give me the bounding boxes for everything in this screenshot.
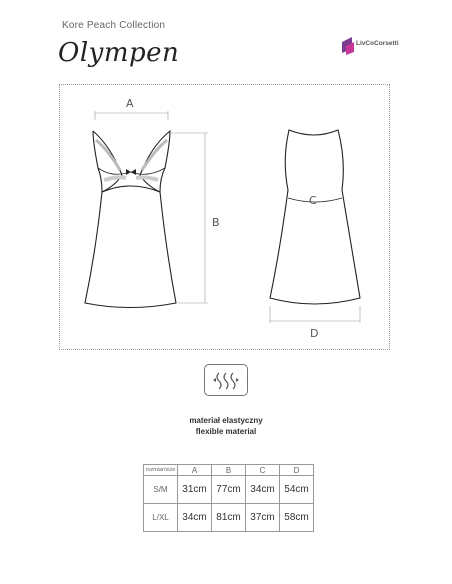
care-label-pl: materiał elastyczny: [189, 416, 263, 425]
size-value: 54cm: [280, 476, 314, 504]
size-col-a: A: [178, 465, 212, 476]
brand-logo-line2: Corsetti: [374, 40, 399, 47]
dimension-label-b: B: [212, 216, 220, 229]
dimension-label-d: D: [310, 327, 319, 340]
size-label: L/XL: [144, 504, 178, 532]
dimension-label-c: C: [309, 194, 317, 207]
dimension-lines: [95, 111, 360, 323]
size-col-b: B: [212, 465, 246, 476]
size-table-corner: rozmiar/size: [144, 465, 178, 476]
size-label: S/M: [144, 476, 178, 504]
size-value: 77cm: [212, 476, 246, 504]
brand-logo-line1: LivCo: [356, 40, 375, 47]
table-row: [144, 504, 314, 532]
size-value: 34cm: [246, 476, 280, 504]
size-table: [143, 464, 314, 532]
size-col-c: C: [246, 465, 280, 476]
collection-title: Kore Peach Collection: [62, 20, 166, 31]
front-dress-drawing: [85, 131, 176, 308]
size-value: 37cm: [246, 504, 280, 532]
back-dress-drawing: [270, 130, 360, 304]
size-table-header: [144, 465, 314, 476]
stretch-waves-icon: [204, 364, 248, 396]
care-label-en: flexible material: [195, 427, 257, 436]
size-value: 58cm: [280, 504, 314, 532]
size-value: 81cm: [212, 504, 246, 532]
size-value: 34cm: [178, 504, 212, 532]
size-value: 31cm: [178, 476, 212, 504]
product-name: Olympen: [58, 38, 180, 68]
table-row: [144, 476, 314, 504]
size-col-d: D: [280, 465, 314, 476]
dimension-label-a: A: [126, 97, 134, 110]
